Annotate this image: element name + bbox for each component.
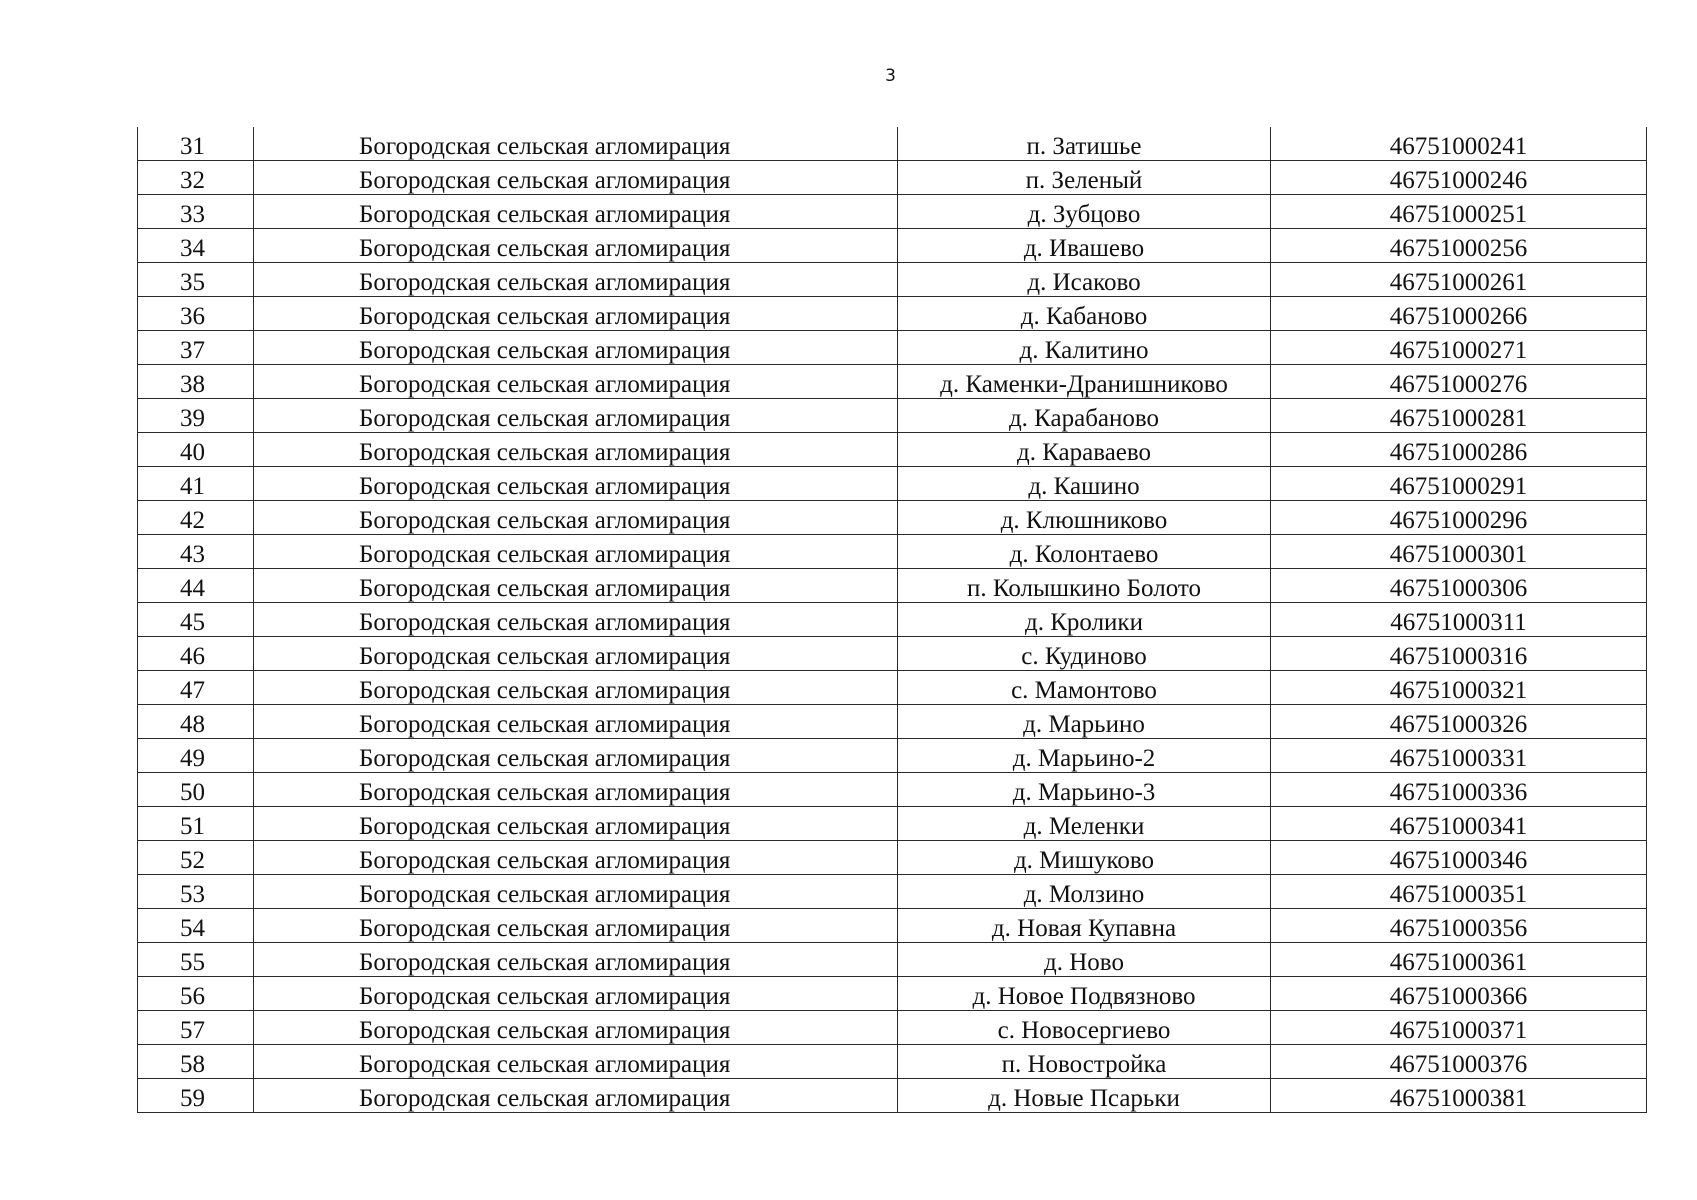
row-number-cell: 49 <box>138 739 254 773</box>
oktmo-code-cell: 46751000301 <box>1271 535 1647 569</box>
settlement-cell: д. Карабаново <box>898 399 1271 433</box>
oktmo-code-cell: 46751000296 <box>1271 501 1647 535</box>
oktmo-code-cell: 46751000276 <box>1271 365 1647 399</box>
table-row <box>138 297 1647 331</box>
settlement-cell: д. Ивашево <box>898 229 1271 263</box>
agglomeration-cell: Богородская сельская агломирация <box>254 1045 898 1079</box>
settlement-cell: с. Мамонтово <box>898 671 1271 705</box>
table-row <box>138 399 1647 433</box>
oktmo-code-cell: 46751000261 <box>1271 263 1647 297</box>
agglomeration-cell: Богородская сельская агломирация <box>254 365 898 399</box>
oktmo-code-cell: 46751000271 <box>1271 331 1647 365</box>
row-number-cell: 46 <box>138 637 254 671</box>
agglomeration-cell: Богородская сельская агломирация <box>254 399 898 433</box>
oktmo-code-cell: 46751000291 <box>1271 467 1647 501</box>
row-number-cell: 31 <box>138 127 254 161</box>
agglomeration-cell: Богородская сельская агломирация <box>254 535 898 569</box>
table-row <box>138 909 1647 943</box>
table-row <box>138 161 1647 195</box>
oktmo-code-cell: 46751000246 <box>1271 161 1647 195</box>
table-row <box>138 739 1647 773</box>
agglomeration-cell: Богородская сельская агломирация <box>254 161 898 195</box>
oktmo-code-cell: 46751000346 <box>1271 841 1647 875</box>
row-number-cell: 41 <box>138 467 254 501</box>
agglomeration-cell: Богородская сельская агломирация <box>254 807 898 841</box>
settlement-cell: д. Молзино <box>898 875 1271 909</box>
settlement-cell: д. Новые Псарьки <box>898 1079 1271 1113</box>
agglomeration-cell: Богородская сельская агломирация <box>254 501 898 535</box>
settlement-cell: с. Кудиново <box>898 637 1271 671</box>
agglomeration-cell: Богородская сельская агломирация <box>254 841 898 875</box>
row-number-cell: 39 <box>138 399 254 433</box>
settlement-cell: д. Каменки-Дранишниково <box>898 365 1271 399</box>
table-row <box>138 331 1647 365</box>
settlement-cell: п. Затишье <box>898 127 1271 161</box>
agglomeration-cell: Богородская сельская агломирация <box>254 1079 898 1113</box>
table-row <box>138 603 1647 637</box>
row-number-cell: 47 <box>138 671 254 705</box>
agglomeration-cell: Богородская сельская агломирация <box>254 909 898 943</box>
oktmo-code-cell: 46751000366 <box>1271 977 1647 1011</box>
table-row <box>138 807 1647 841</box>
agglomeration-cell: Богородская сельская агломирация <box>254 433 898 467</box>
table-row <box>138 1045 1647 1079</box>
oktmo-code-cell: 46751000286 <box>1271 433 1647 467</box>
oktmo-code-cell: 46751000321 <box>1271 671 1647 705</box>
oktmo-code-cell: 46751000331 <box>1271 739 1647 773</box>
agglomeration-cell: Богородская сельская агломирация <box>254 331 898 365</box>
table-row <box>138 977 1647 1011</box>
row-number-cell: 48 <box>138 705 254 739</box>
oktmo-code-cell: 46751000256 <box>1271 229 1647 263</box>
settlement-cell: д. Кабаново <box>898 297 1271 331</box>
row-number-cell: 44 <box>138 569 254 603</box>
row-number-cell: 42 <box>138 501 254 535</box>
page-number: 3 <box>885 66 896 86</box>
settlement-cell: д. Кашино <box>898 467 1271 501</box>
row-number-cell: 57 <box>138 1011 254 1045</box>
settlement-cell: д. Кролики <box>898 603 1271 637</box>
agglomeration-cell: Богородская сельская агломирация <box>254 263 898 297</box>
oktmo-code-cell: 46751000281 <box>1271 399 1647 433</box>
oktmo-code-cell: 46751000326 <box>1271 705 1647 739</box>
settlement-cell: д. Новое Подвязново <box>898 977 1271 1011</box>
table-row <box>138 841 1647 875</box>
table-row <box>138 671 1647 705</box>
table-row <box>138 263 1647 297</box>
oktmo-code-cell: 46751000356 <box>1271 909 1647 943</box>
table-row <box>138 195 1647 229</box>
settlement-cell: д. Марьино-2 <box>898 739 1271 773</box>
oktmo-code-cell: 46751000306 <box>1271 569 1647 603</box>
row-number-cell: 59 <box>138 1079 254 1113</box>
oktmo-code-cell: 46751000311 <box>1271 603 1647 637</box>
oktmo-code-cell: 46751000351 <box>1271 875 1647 909</box>
table-row <box>138 229 1647 263</box>
oktmo-code-cell: 46751000361 <box>1271 943 1647 977</box>
row-number-cell: 33 <box>138 195 254 229</box>
oktmo-code-cell: 46751000336 <box>1271 773 1647 807</box>
settlement-cell: п. Колышкино Болото <box>898 569 1271 603</box>
oktmo-code-cell: 46751000376 <box>1271 1045 1647 1079</box>
row-number-cell: 50 <box>138 773 254 807</box>
row-number-cell: 35 <box>138 263 254 297</box>
row-number-cell: 53 <box>138 875 254 909</box>
row-number-cell: 55 <box>138 943 254 977</box>
agglomeration-cell: Богородская сельская агломирация <box>254 977 898 1011</box>
agglomeration-cell: Богородская сельская агломирация <box>254 127 898 161</box>
agglomeration-cell: Богородская сельская агломирация <box>254 195 898 229</box>
settlements-table <box>137 127 1647 1113</box>
agglomeration-cell: Богородская сельская агломирация <box>254 943 898 977</box>
agglomeration-cell: Богородская сельская агломирация <box>254 603 898 637</box>
settlement-cell: д. Исаково <box>898 263 1271 297</box>
table-row <box>138 1011 1647 1045</box>
table-row <box>138 773 1647 807</box>
agglomeration-cell: Богородская сельская агломирация <box>254 773 898 807</box>
agglomeration-cell: Богородская сельская агломирация <box>254 875 898 909</box>
row-number-cell: 36 <box>138 297 254 331</box>
agglomeration-cell: Богородская сельская агломирация <box>254 637 898 671</box>
agglomeration-cell: Богородская сельская агломирация <box>254 229 898 263</box>
table-row <box>138 1079 1647 1113</box>
settlement-cell: д. Калитино <box>898 331 1271 365</box>
row-number-cell: 38 <box>138 365 254 399</box>
agglomeration-cell: Богородская сельская агломирация <box>254 705 898 739</box>
settlement-cell: д. Марьино-3 <box>898 773 1271 807</box>
settlement-cell: д. Колонтаево <box>898 535 1271 569</box>
row-number-cell: 58 <box>138 1045 254 1079</box>
table-row <box>138 433 1647 467</box>
settlement-cell: д. Марьино <box>898 705 1271 739</box>
table-row <box>138 705 1647 739</box>
agglomeration-cell: Богородская сельская агломирация <box>254 467 898 501</box>
row-number-cell: 56 <box>138 977 254 1011</box>
oktmo-code-cell: 46751000266 <box>1271 297 1647 331</box>
agglomeration-cell: Богородская сельская агломирация <box>254 1011 898 1045</box>
table-row <box>138 637 1647 671</box>
table-row <box>138 569 1647 603</box>
oktmo-code-cell: 46751000341 <box>1271 807 1647 841</box>
settlement-cell: п. Новостройка <box>898 1045 1271 1079</box>
agglomeration-cell: Богородская сельская агломирация <box>254 569 898 603</box>
table-row <box>138 365 1647 399</box>
agglomeration-cell: Богородская сельская агломирация <box>254 297 898 331</box>
settlement-cell: д. Меленки <box>898 807 1271 841</box>
row-number-cell: 54 <box>138 909 254 943</box>
table-row <box>138 535 1647 569</box>
table-row <box>138 127 1647 161</box>
agglomeration-cell: Богородская сельская агломирация <box>254 671 898 705</box>
settlement-cell: д. Клюшниково <box>898 501 1271 535</box>
settlement-cell: д. Ново <box>898 943 1271 977</box>
oktmo-code-cell: 46751000371 <box>1271 1011 1647 1045</box>
oktmo-code-cell: 46751000381 <box>1271 1079 1647 1113</box>
row-number-cell: 51 <box>138 807 254 841</box>
row-number-cell: 37 <box>138 331 254 365</box>
agglomeration-cell: Богородская сельская агломирация <box>254 739 898 773</box>
table-row <box>138 501 1647 535</box>
settlement-cell: п. Зеленый <box>898 161 1271 195</box>
row-number-cell: 34 <box>138 229 254 263</box>
settlement-cell: д. Зубцово <box>898 195 1271 229</box>
settlement-cell: д. Караваево <box>898 433 1271 467</box>
settlements-table-body <box>138 127 1647 1113</box>
row-number-cell: 32 <box>138 161 254 195</box>
oktmo-code-cell: 46751000251 <box>1271 195 1647 229</box>
settlement-cell: д. Мишуково <box>898 841 1271 875</box>
oktmo-code-cell: 46751000241 <box>1271 127 1647 161</box>
settlement-cell: д. Новая Купавна <box>898 909 1271 943</box>
table-row <box>138 875 1647 909</box>
row-number-cell: 43 <box>138 535 254 569</box>
table-row <box>138 467 1647 501</box>
row-number-cell: 40 <box>138 433 254 467</box>
table-row <box>138 943 1647 977</box>
settlement-cell: с. Новосергиево <box>898 1011 1271 1045</box>
row-number-cell: 52 <box>138 841 254 875</box>
oktmo-code-cell: 46751000316 <box>1271 637 1647 671</box>
row-number-cell: 45 <box>138 603 254 637</box>
